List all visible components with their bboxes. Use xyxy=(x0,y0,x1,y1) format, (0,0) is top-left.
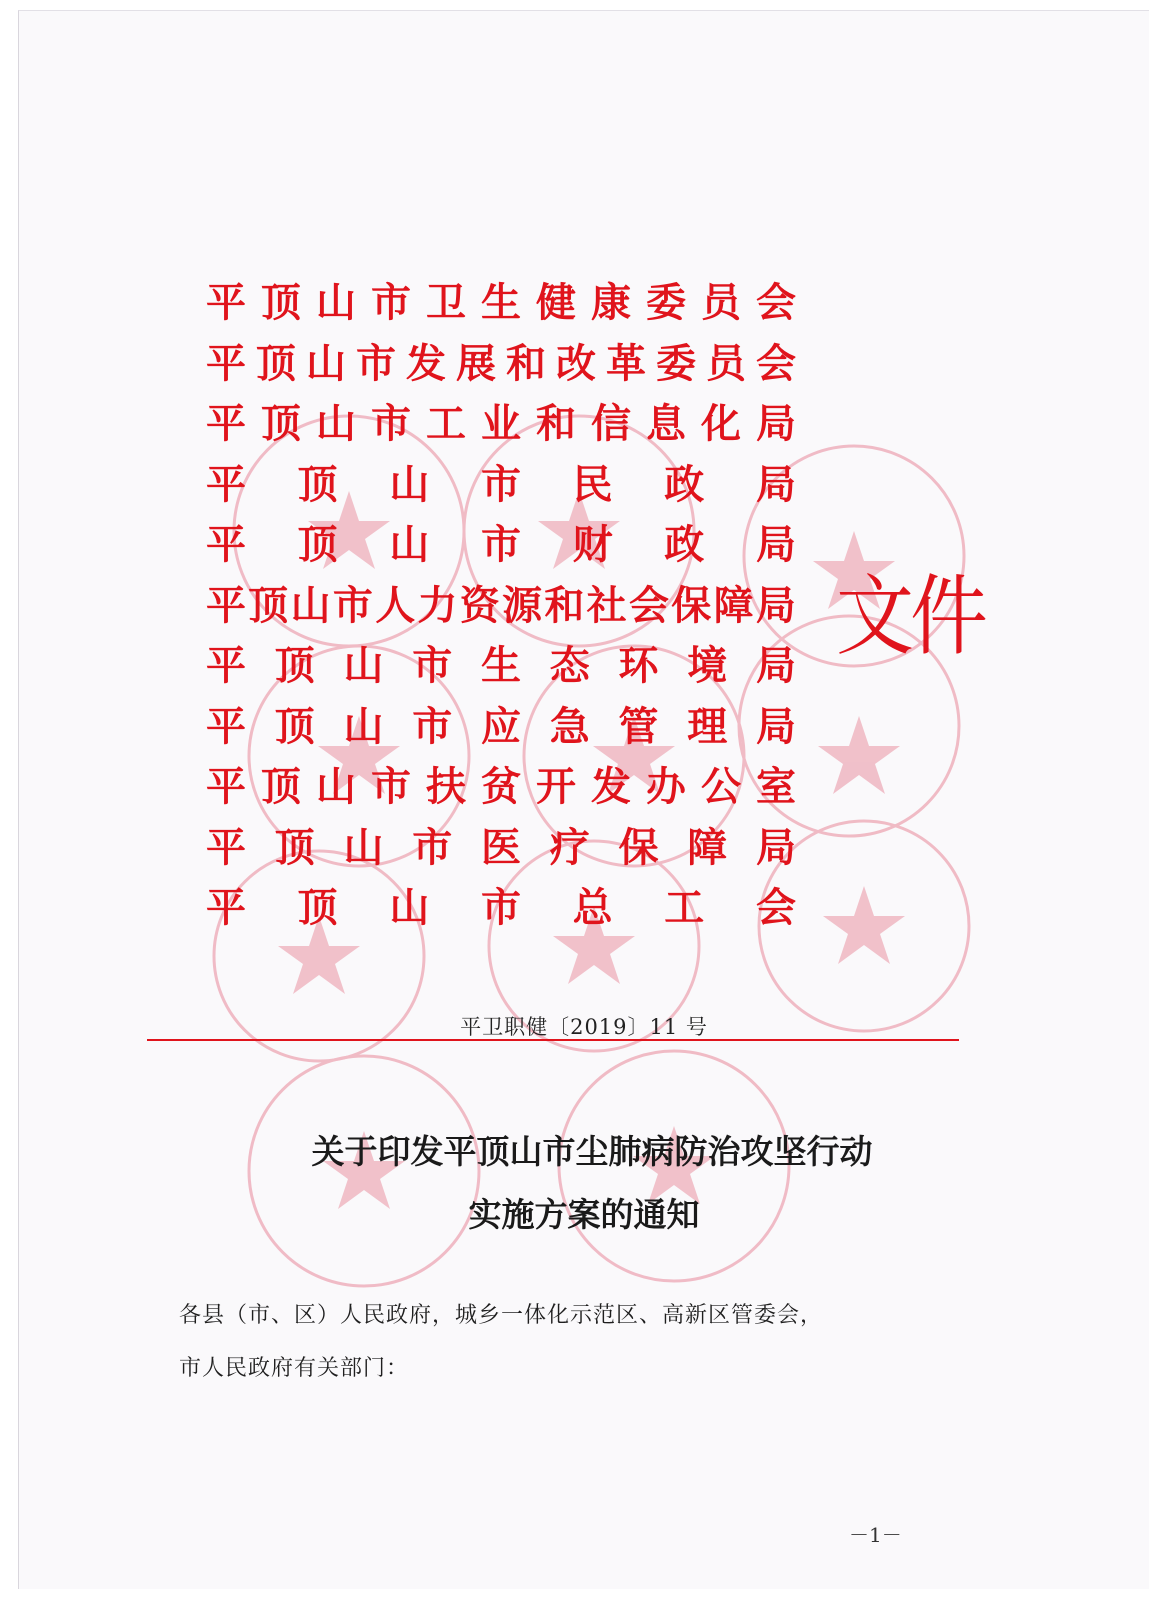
issuer-char: 市 xyxy=(371,279,411,326)
issuer-char: 总 xyxy=(572,884,613,931)
issuer-row xyxy=(206,644,796,688)
issuer-char: 顶 xyxy=(261,763,301,810)
issuer-char: 生 xyxy=(481,642,521,689)
issuer-char: 山 xyxy=(306,339,346,387)
issuer-row xyxy=(206,523,796,567)
issuer-char: 顶 xyxy=(261,400,301,447)
issuer-char: 山 xyxy=(389,460,430,508)
issuer-char: 市 xyxy=(356,339,396,387)
issuer-char: 管 xyxy=(618,702,659,750)
issuer-char: 力 xyxy=(417,581,458,629)
issuer-char: 会 xyxy=(755,884,796,931)
issuer-char: 改 xyxy=(556,339,596,387)
issuer-char: 顶 xyxy=(297,521,338,568)
issuer-char: 山 xyxy=(316,763,356,810)
issuer-char: 急 xyxy=(549,702,590,750)
issuer-char: 平 xyxy=(206,279,246,326)
issuer-char: 市 xyxy=(480,460,521,508)
issuer-char: 局 xyxy=(756,823,796,871)
issuer-char: 市 xyxy=(371,763,411,810)
issuer-char: 和 xyxy=(536,400,576,447)
issuer-char: 顶 xyxy=(248,581,289,629)
issuer-char: 山 xyxy=(316,279,356,326)
issuer-char: 办 xyxy=(646,763,686,810)
issuer-char: 工 xyxy=(664,884,705,931)
seal-star-9 xyxy=(823,886,905,964)
issuer-char: 革 xyxy=(606,339,646,387)
issuer-char: 公 xyxy=(701,763,741,810)
issuer-char: 发 xyxy=(406,339,446,387)
issuer-char: 市 xyxy=(412,642,453,689)
issuer-char: 平 xyxy=(206,763,246,810)
issuer-char: 市 xyxy=(412,823,453,871)
issuer-char: 会 xyxy=(756,279,796,326)
issuer-char: 扶 xyxy=(426,763,466,810)
issuer-char: 平 xyxy=(206,642,246,689)
issuer-char: 理 xyxy=(687,702,728,750)
issuer-char: 生 xyxy=(481,279,521,326)
issuer-char: 局 xyxy=(755,521,796,568)
issuer-char: 信 xyxy=(591,400,631,447)
issuer-char: 委 xyxy=(656,339,696,387)
issuer-row xyxy=(206,823,796,871)
issuer-char: 会 xyxy=(756,339,796,387)
issuer-char: 保 xyxy=(671,581,712,629)
red-separator-line xyxy=(147,1039,959,1041)
issuer-char: 卫 xyxy=(426,279,466,326)
issuer-char: 社 xyxy=(586,581,627,629)
issuer-char: 保 xyxy=(618,823,659,871)
issuer-row xyxy=(206,886,796,930)
issuer-row xyxy=(206,581,796,629)
issuer-char: 工 xyxy=(426,400,466,447)
issuer-char: 医 xyxy=(481,823,521,871)
issuer-char: 顶 xyxy=(274,642,315,689)
addressee-line-2: 市人民政府有关部门： xyxy=(179,1356,410,1381)
issuer-char: 局 xyxy=(755,460,796,508)
issuer-char: 市 xyxy=(480,521,521,568)
issuer-char: 平 xyxy=(206,460,246,508)
file-mark: 文件 xyxy=(836,567,985,668)
issuer-char: 展 xyxy=(456,339,496,387)
issuer-char: 健 xyxy=(536,279,576,326)
issuer-char: 局 xyxy=(755,581,796,629)
issuer-char: 环 xyxy=(618,642,659,689)
issuer-char: 山 xyxy=(343,702,384,750)
issuer-char: 财 xyxy=(572,521,613,568)
issuer-char: 息 xyxy=(646,400,686,447)
issuer-char: 顶 xyxy=(274,823,315,871)
issuer-char: 态 xyxy=(549,642,590,689)
document-title-line-2: 实施方案的通知 xyxy=(468,1195,700,1234)
issuer-char: 平 xyxy=(206,400,246,447)
issuer-char: 政 xyxy=(664,460,705,508)
issuer-char: 局 xyxy=(756,642,796,689)
issuer-row xyxy=(206,281,796,325)
issuer-char: 开 xyxy=(536,763,576,810)
issuer-char: 员 xyxy=(706,339,746,387)
issuer-char: 市 xyxy=(480,884,521,931)
issuer-char: 应 xyxy=(481,702,521,750)
issuer-char: 化 xyxy=(701,400,741,447)
issuer-char: 局 xyxy=(756,400,796,447)
seal-star-6 xyxy=(818,716,900,794)
issuer-char: 平 xyxy=(206,339,246,387)
issuer-char: 平 xyxy=(206,823,246,871)
issuer-char: 民 xyxy=(572,460,613,508)
issuer-char: 康 xyxy=(591,279,631,326)
issuer-char: 山 xyxy=(343,823,384,871)
issuer-char: 委 xyxy=(646,279,686,326)
issuer-char: 业 xyxy=(481,400,521,447)
issuer-char: 顶 xyxy=(297,884,338,931)
document-title-line-1: 关于印发平顶山市尘肺病防治攻坚行动 xyxy=(311,1132,873,1171)
issuer-char: 员 xyxy=(701,279,741,326)
issuer-char: 境 xyxy=(687,642,728,689)
document-page xyxy=(18,10,1149,1589)
issuer-char: 市 xyxy=(371,400,411,447)
issuer-row xyxy=(206,460,796,508)
issuer-char: 平 xyxy=(206,521,246,568)
issuer-char: 发 xyxy=(591,763,631,810)
issuer-char: 会 xyxy=(628,581,669,629)
issuer-char: 人 xyxy=(375,581,416,629)
issuer-char: 障 xyxy=(713,581,754,629)
issuer-char: 政 xyxy=(664,521,705,568)
issuer-char: 局 xyxy=(756,702,796,750)
issuer-row xyxy=(206,702,796,750)
issuer-char: 山 xyxy=(389,521,430,568)
issuer-char: 山 xyxy=(343,642,384,689)
document-number: 平卫职健〔2019〕11 号 xyxy=(460,1015,708,1039)
issuer-char: 资 xyxy=(459,581,500,629)
issuer-char: 山 xyxy=(290,581,331,629)
issuer-char: 市 xyxy=(412,702,453,750)
issuer-char: 疗 xyxy=(549,823,590,871)
issuer-char: 山 xyxy=(316,400,356,447)
issuer-char: 顶 xyxy=(274,702,315,750)
issuer-char: 贫 xyxy=(481,763,521,810)
issuer-char: 源 xyxy=(502,581,543,629)
issuer-char: 和 xyxy=(544,581,585,629)
addressee-line-1: 各县（市、区）人民政府，城乡一体化示范区、高新区管委会， xyxy=(179,1303,824,1328)
issuer-row xyxy=(206,402,796,446)
issuer-row xyxy=(206,765,796,809)
issuer-char: 顶 xyxy=(256,339,296,387)
issuer-char: 顶 xyxy=(297,460,338,508)
issuer-char: 市 xyxy=(332,581,373,629)
issuer-char: 顶 xyxy=(261,279,301,326)
issuer-char: 平 xyxy=(206,581,246,629)
issuer-char: 和 xyxy=(506,339,546,387)
issuer-char: 障 xyxy=(687,823,728,871)
issuer-char: 山 xyxy=(389,884,430,931)
issuer-row xyxy=(206,339,796,387)
page-number: －1－ xyxy=(849,1523,902,1547)
issuer-char: 平 xyxy=(206,702,246,750)
issuer-char: 平 xyxy=(206,884,246,931)
issuer-char: 室 xyxy=(756,763,796,810)
